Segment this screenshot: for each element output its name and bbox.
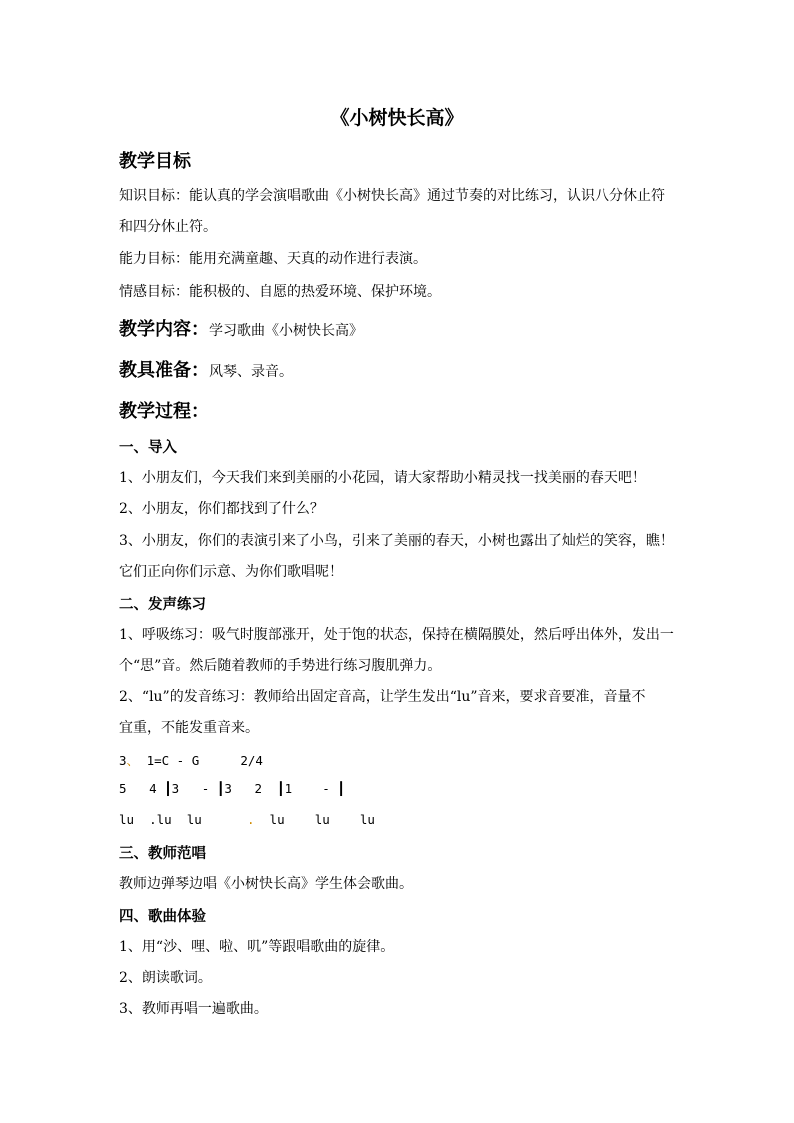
experience-line-3: 3、教师再唱一遍歌曲。 bbox=[119, 1001, 268, 1017]
tools-label: 教具准备： bbox=[119, 360, 209, 381]
goal-emotion: 情感目标：能积极的、自愿的热爱环境、保护环境。 bbox=[119, 284, 441, 300]
content-label: 教学内容： bbox=[119, 319, 209, 340]
process-heading: 教学过程： bbox=[119, 401, 209, 422]
goal-ability: 能力目标：能用充满童趣、天真的动作进行表演。 bbox=[119, 251, 427, 267]
demo-heading: 三、教师范唱 bbox=[119, 845, 206, 862]
demo-line-1: 教师边弹琴边唱《小树快长高》学生体会歌曲。 bbox=[119, 876, 413, 892]
vocal-line-1a: 1、呼吸练习：吸气时腹部涨开，处于饱的状态，保持在横隔膜处，然后呼出体外，发出一 bbox=[119, 627, 674, 643]
intro-heading: 一、导入 bbox=[119, 439, 177, 456]
key-signature: 1=C - G bbox=[146, 753, 200, 768]
vocal-line-3 bbox=[119, 751, 263, 769]
tools-text: 风琴、录音。 bbox=[209, 364, 293, 380]
goals-heading: 教学目标 bbox=[119, 151, 191, 172]
vocal-line-3-number: 3 bbox=[119, 753, 127, 768]
content-text: 学习歌曲《小树快长高》 bbox=[209, 323, 363, 339]
goal-knowledge-line-2: 和四分休止符。 bbox=[119, 219, 217, 235]
intro-line-3b: 它们正向你们示意、为你们歌唱呢！ bbox=[119, 564, 343, 580]
experience-line-1: 1、用“沙、哩、啦、叽”等跟唱歌曲的旋律。 bbox=[119, 939, 395, 955]
lyrics-part-b: lu lu lu bbox=[269, 812, 375, 827]
vocal-line-2b: 宜重，不能发重音来。 bbox=[119, 720, 259, 736]
lyrics-line bbox=[119, 812, 375, 827]
lyrics-mark: . bbox=[246, 812, 255, 827]
music-notation: 5 4 ┃3 - ┃3 2 ┃1 - ┃ bbox=[119, 781, 345, 796]
tools-row bbox=[119, 356, 293, 382]
intro-line-1: 1、小朋友们，今天我们来到美丽的小花园，请大家帮助小精灵找一找美丽的春天吧！ bbox=[119, 470, 646, 486]
experience-heading: 四、歌曲体验 bbox=[119, 908, 206, 925]
lyrics-part-a: lu .lu lu bbox=[119, 812, 202, 827]
vocal-line-1b: 个“思”音。然后随着教师的手势进行练习腹肌弹力。 bbox=[119, 658, 442, 674]
time-signature: 2/4 bbox=[240, 753, 263, 768]
vocal-line-3-mark: 、 bbox=[126, 753, 140, 768]
vocal-heading: 二、发声练习 bbox=[119, 596, 206, 613]
experience-line-2: 2、朗读歌词。 bbox=[119, 970, 212, 986]
intro-line-2: 2、小朋友，你们都找到了什么？ bbox=[119, 501, 324, 517]
goal-knowledge-line-1: 知识目标：能认真的学会演唱歌曲《小树快长高》通过节奏的对比练习，认识八分休止符 bbox=[119, 188, 665, 204]
content-row bbox=[119, 315, 363, 341]
intro-line-3a: 3、小朋友，你们的表演引来了小鸟，引来了美丽的春天，小树也露出了灿烂的笑容，瞧！ bbox=[119, 533, 674, 549]
document-title: 《小树快长高》 bbox=[330, 107, 464, 129]
vocal-line-2a: 2、“lu”的发音练习：教师给出固定音高，让学生发出“lu”音来，要求音要准，音量不 bbox=[119, 689, 646, 705]
